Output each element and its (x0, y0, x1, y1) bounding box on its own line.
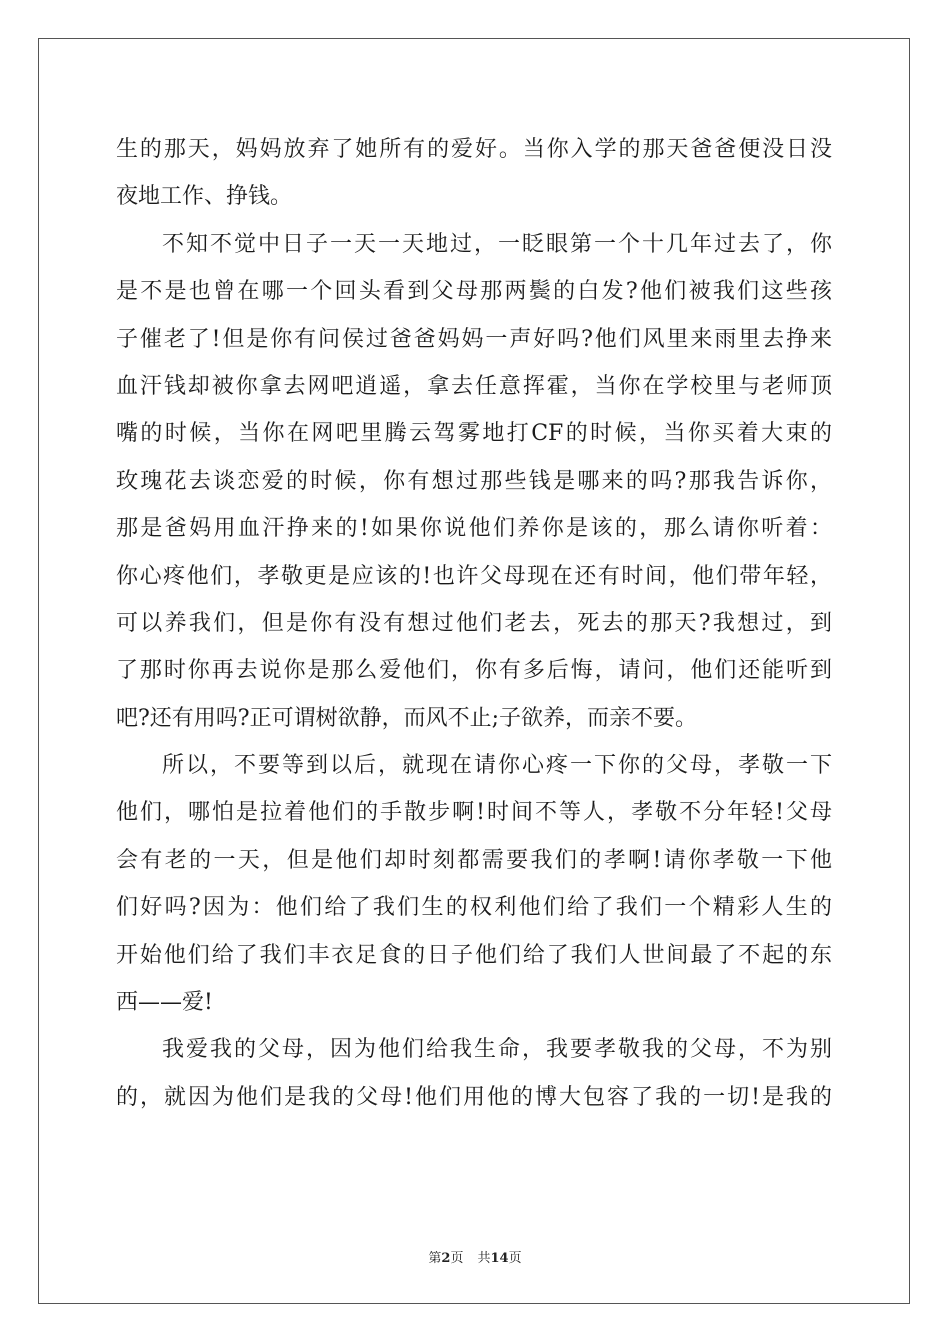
paragraph-line: 所以，不要等到以后，就现在请你心疼一下你的父母，孝敬一下 (162, 753, 832, 779)
paragraph-line: 子催老了!但是你有问侯过爸爸妈妈一声好吗?他们风里来雨里去挣来 (116, 326, 832, 352)
footer-total-word: 页 (508, 1251, 522, 1266)
page-footer (0, 1247, 950, 1266)
current-page-number: 2 (441, 1251, 451, 1266)
paragraph-line: 了那时你再去说你是那么爱他们，你有多后悔，请问，他们还能听到 (116, 658, 832, 684)
paragraph-line: 会有老的一天，但是他们却时刻都需要我们的孝啊!请你孝敬一下他 (116, 847, 832, 873)
paragraph-line: 玫瑰花去谈恋爱的时候，你有想过那些钱是哪来的吗?那我告诉你， (116, 468, 832, 494)
paragraph-line: 血汗钱却被你拿去网吧逍遥，拿去任意挥霍，当你在学校里与老师顶 (116, 373, 832, 399)
paragraph-line: 生的那天，妈妈放弃了她所有的爱好。当你入学的那天爸爸便没日没 (116, 137, 832, 162)
document-body (116, 126, 832, 1121)
total-pages-number: 14 (490, 1251, 509, 1266)
paragraph-line: 嘴的时候，当你在网吧里腾云驾雾地打CF的时候，当你买着大束的 (116, 421, 832, 447)
paragraph-line: 那是爸妈用血汗挣来的!如果你说他们养你是该的，那么请你听着： (116, 516, 832, 542)
paragraph-line: 我爱我的父母，因为他们给我生命，我要孝敬我的父母，不为别 (162, 1037, 832, 1063)
paragraph-line: 不知不觉中日子一天一天地过，一眨眼第一个十几年过去了，你 (162, 231, 832, 257)
paragraph-line: 西——爱! (116, 990, 213, 1016)
paragraph-line: 夜地工作、挣钱。 (116, 184, 293, 210)
footer-prefix: 第 (428, 1251, 442, 1266)
paragraph-line: 的，就因为他们是我的父母!他们用他的博大包容了我的一切!是我的 (116, 1084, 832, 1110)
paragraph-line: 开始他们给了我们丰衣足食的日子他们给了我们人世间最了不起的东 (116, 942, 832, 968)
footer-total-prefix: 共 (477, 1251, 491, 1266)
paragraph-line: 可以养我们，但是你有没有想过他们老去，死去的那天?我想过，到 (116, 610, 832, 636)
footer-page-word: 页 (450, 1251, 464, 1266)
paragraph-line: 吧?还有用吗?正可谓树欲静，而风不止;子欲养，而亲不要。 (116, 705, 698, 731)
paragraph-line: 们好吗?因为：他们给了我们生的权利他们给了我们一个精彩人生的 (116, 895, 832, 921)
paragraph-line: 是不是也曾在哪一个回头看到父母那两鬓的白发?他们被我们这些孩 (116, 279, 832, 305)
paragraph-line: 他们，哪怕是拉着他们的手散步啊!时间不等人，孝敬不分年轻!父母 (116, 800, 832, 826)
paragraph-line: 你心疼他们，孝敬更是应该的!也许父母现在还有时间，他们带年轻， (116, 563, 832, 589)
